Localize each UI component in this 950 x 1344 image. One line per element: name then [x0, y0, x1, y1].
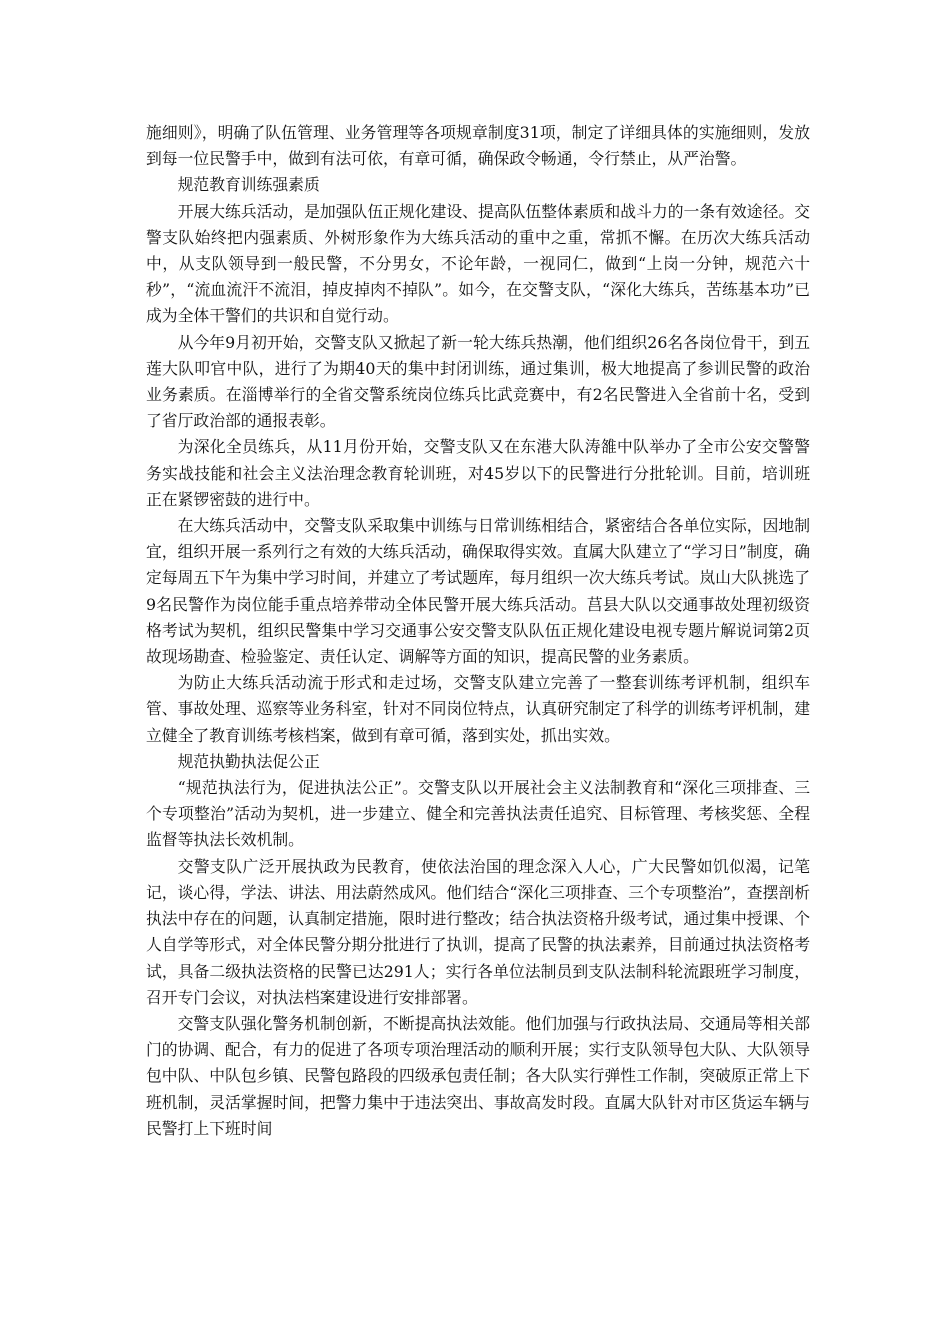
- section-heading-training: 规范教育训练强素质: [177, 175, 320, 195]
- paragraph-2: 开展大练兵活动，是加强队伍正规化建设、提高队伍整体素质和战斗力的一条有效途径。交警支队始终把内强素质、外树形象作为大练兵活动的重中之重，常抓不懈。在历次大练兵活动中，从支队领导到一般民警，不分男女，不论年龄，一视同仁，做到“上岗一分钟，规范六十秒”，“流血流汗不流泪，掉皮掉肉不掉队”。如今，在交警支队，“深化大练兵，苦练基本功”已成为全体干警们的共识和自觉行动。: [146, 201, 810, 326]
- section-heading-enforcement: 规范执勤执法促公正: [177, 751, 320, 771]
- document-body: [146, 120, 810, 1142]
- paragraph-3: 从今年9月初开始，交警支队又掀起了新一轮大练兵热潮，他们组织26名各岗位骨干，到五莲大队叩官中队，进行了为期40天的集中封闭训练，通过集训，极大地提高了参训民警的政治业务素质。在淄博举行的全省交警系统岗位练兵比武竞赛中，有2名民警进入全省前十名，受到了省厅政治部的通报表彰。: [146, 332, 810, 431]
- paragraph-5: 在大练兵活动中，交警支队采取集中训练与日常训练相结合，紧密结合各单位实际，因地制宜，组织开展一系列行之有效的大练兵活动，确保取得实效。直属大队建立了“学习日”制度，确定每周五下午为集中学习时间，并建立了考试题库，每月组织一次大练兵考试。岚山大队挑选了9名民警作为岗位能手重点培养带动全体民警开展大练兵活动。莒县大队以交通事故处理初级资格考试为契机，组织民警集中学习交通事公安交警支队队伍正规化建设电视专题片解说词第2页故现场勘查、检验鉴定、责任认定、调解等方面的知识，提高民警的业务素质。: [146, 516, 810, 667]
- paragraph-8: 交警支队广泛开展执政为民教育，使依法治国的理念深入人心，广大民警如饥似渴，记笔记，谈心得，学法、讲法、用法蔚然成风。他们结合“深化三项排查、三个专项整治”，查摆剖析执法中存在的问题，认真制定措施，限时进行整改；结合执法资格升级考试，通过集中授课、个人自学等形式，对全体民警分期分批进行了执训，提高了民警的执法素养，目前通过执法资格考试，具备二级执法资格的民警已达291人；实行各单位法制员到支队法制科轮流跟班学习制度，召开专门会议，对执法档案建设进行安排部署。: [146, 856, 810, 1007]
- paragraph-7: “规范执法行为，促进执法公正”。交警支队以开展社会主义法制教育和“深化三项排查、三个专项整治”活动为契机，进一步建立、健全和完善执法责任追究、目标管理、考核奖惩、全程监督等执法长效机制。: [146, 778, 810, 850]
- paragraph-4: 为深化全员练兵，从11月份开始，交警支队又在东港大队涛雒中队举办了全市公安交警警务实战技能和社会主义法治理念教育轮训班，对45岁以下的民警进行分批轮训。目前，培训班正在紧锣密鼓的进行中。: [146, 437, 810, 509]
- paragraph-9: 交警支队强化警务机制创新，不断提高执法效能。他们加强与行政执法局、交通局等相关部门的协调、配合，有力的促进了各项专项治理活动的顺利开展；实行支队领导包大队、大队领导包中队、中队包乡镇、民警包路段的四级承包责任制；各大队实行弹性工作制，突破原正常上下班机制，灵活掌握时间，把警力集中于违法突出、事故高发时段。直属大队针对市区货运车辆与民警打上下班时间: [146, 1013, 810, 1138]
- paragraph-6: 为防止大练兵活动流于形式和走过场，交警支队建立完善了一整套训练考评机制，组织车管、事故处理、巡察等业务科室，针对不同岗位特点，认真研究制定了科学的训练考评机制，建立健全了教育训练考核档案，做到有章可循，落到实处，抓出实效。: [146, 673, 810, 745]
- paragraph-1: 施细则》，明确了队伍管理、业务管理等各项规章制度31项，制定了详细具体的实施细则，发放到每一位民警手中，做到有法可依，有章可循，确保政令畅通，令行禁止，从严治警。: [146, 123, 810, 169]
